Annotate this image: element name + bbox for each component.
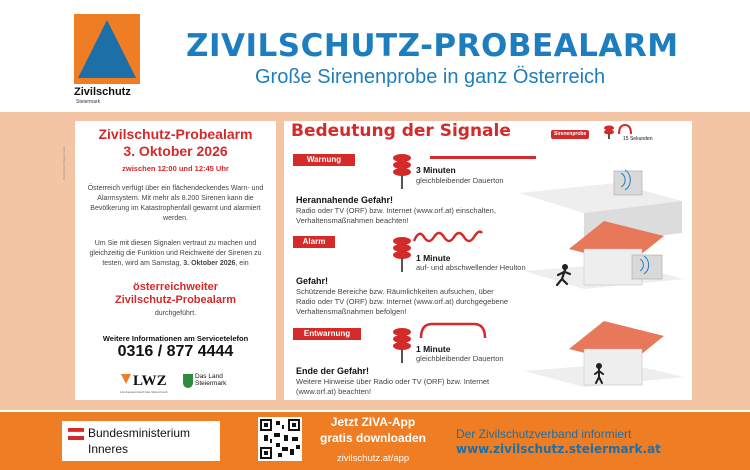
house-allclear-illustration — [524, 321, 684, 387]
app-cta-line-2: gratis downloaden — [319, 431, 426, 445]
association-tagline: Der Zivilschutzverband informiert — [456, 427, 632, 441]
alarm-description: Schützende Bereiche bzw. Räumlichkeiten aufsuchen, über Radio oder TV (ORF) bzw. Internet (www.orf.at) durchgegebene Verhaltensmaßnahmen befolgen! — [296, 287, 509, 316]
siren-test-duration: 15 Sekunden — [623, 136, 653, 142]
info-date: 3. Oktober 2026 — [123, 143, 228, 159]
signal-allclear-label: Entwarnung — [293, 328, 361, 340]
lwz-logo-text: LWZ — [133, 373, 167, 389]
warning-tone: gleichbleibender Dauerton — [416, 176, 504, 185]
allclear-tone-icon — [418, 320, 488, 340]
info-paragraph-2a: Um Sie mit diesen Signalen vertraut zu machen und gleichzeitig die Funktion und Reichweite der Sirenen zu testen, wird am Samstag, — [89, 240, 262, 267]
qr-code[interactable] — [258, 417, 302, 461]
signals-title: Bedeutung der Signale — [291, 121, 511, 141]
warning-heading: Herannahende Gefahr! — [296, 195, 394, 205]
association-url-link[interactable]: www.zivilschutz.steiermark.at — [456, 442, 661, 456]
warning-tone-line — [430, 156, 536, 159]
allclear-duration: 1 Minute — [416, 344, 451, 354]
page-title: ZIVILSCHUTZ-PROBEALARM — [186, 28, 679, 64]
logo-triangle-icon — [74, 14, 140, 84]
siren-icon — [603, 125, 615, 139]
land-steiermark-logo — [195, 373, 226, 387]
info-paragraph-2 — [83, 239, 268, 269]
info-paragraph-2b: , ein — [235, 260, 249, 267]
info-service-label: Weitere Informationen am Servicetelefon — [102, 334, 249, 343]
app-cta-line-1: Jetzt ZIVA-App — [330, 415, 416, 429]
qr-code-icon — [260, 419, 300, 459]
info-after: durchgeführt. — [154, 310, 197, 317]
warning-description: Radio oder TV (ORF) bzw. Internet (www.orf.at) einschalten, Verhaltensmaßnahmen beachten! — [296, 206, 496, 225]
land-line-1: Das Land — [195, 373, 223, 380]
allclear-tone: gleichbleibender Dauerton — [416, 354, 504, 363]
short-tone-icon — [617, 123, 633, 135]
siren-icon — [391, 236, 413, 272]
info-panel — [75, 121, 276, 400]
info-highlight-1: österreichweiter — [133, 281, 218, 293]
info-paragraph-2-date: 3. Oktober 2026 — [183, 260, 236, 267]
info-paragraph-1: Österreich verfügt über ein flächendeckendes Warn- und Alarmsystem. Mit mehr als 8.200 Sirenen kann die Bevölkerung im Katastrophenfall gewarnt und alarmiert werden. — [87, 185, 264, 222]
ministry-name-line-2: Inneres — [88, 442, 129, 456]
page-subtitle: Große Sirenenprobe in ganz Österreich — [255, 66, 606, 88]
ministry-name-line-1: Bundesministerium — [88, 426, 191, 440]
logo-wordmark: Zivilschutz — [74, 86, 131, 98]
vertical-note: Zivilschutz Steiermark — [62, 146, 66, 180]
siren-test-badge: Sirenenprobe — [551, 130, 589, 139]
austria-flag-icon — [68, 428, 84, 440]
signal-alarm-label: Alarm — [293, 236, 335, 248]
land-line-2: Steiermark — [195, 380, 227, 387]
lwz-subtitle: Landeswarnzentrale Steiermark — [120, 390, 168, 394]
allclear-heading: Ende der Gefahr! — [296, 366, 370, 376]
alarm-duration: 1 Minute — [416, 253, 451, 263]
alarm-heading: Gefahr! — [296, 276, 329, 286]
info-highlight-2: Zivilschutz-Probealarm — [114, 294, 237, 306]
logo-region: Steiermark — [76, 99, 101, 105]
alarm-tone: auf- und abschwellender Heulton — [416, 263, 526, 272]
service-phone: 0316 / 877 4444 — [117, 343, 234, 360]
app-url-link[interactable]: zivilschutz.at/app — [336, 453, 410, 464]
steiermark-crest-icon — [183, 374, 193, 388]
info-time: zwischen 12:00 und 12:45 Uhr — [122, 164, 229, 173]
zivilschutz-logo — [74, 14, 140, 84]
lwz-triangle-icon — [119, 372, 133, 386]
siren-icon — [391, 327, 413, 363]
info-title: Zivilschutz-Probealarm — [98, 126, 253, 142]
signal-warning-label: Warnung — [293, 154, 355, 166]
allclear-description: Weitere Hinweise über Radio oder TV (ORF) bzw. Internet (www.orf.at) beachten! — [296, 377, 490, 396]
siren-icon — [391, 153, 413, 189]
warning-duration: 3 Minuten — [416, 165, 456, 175]
alarm-wave-icon — [412, 229, 484, 245]
